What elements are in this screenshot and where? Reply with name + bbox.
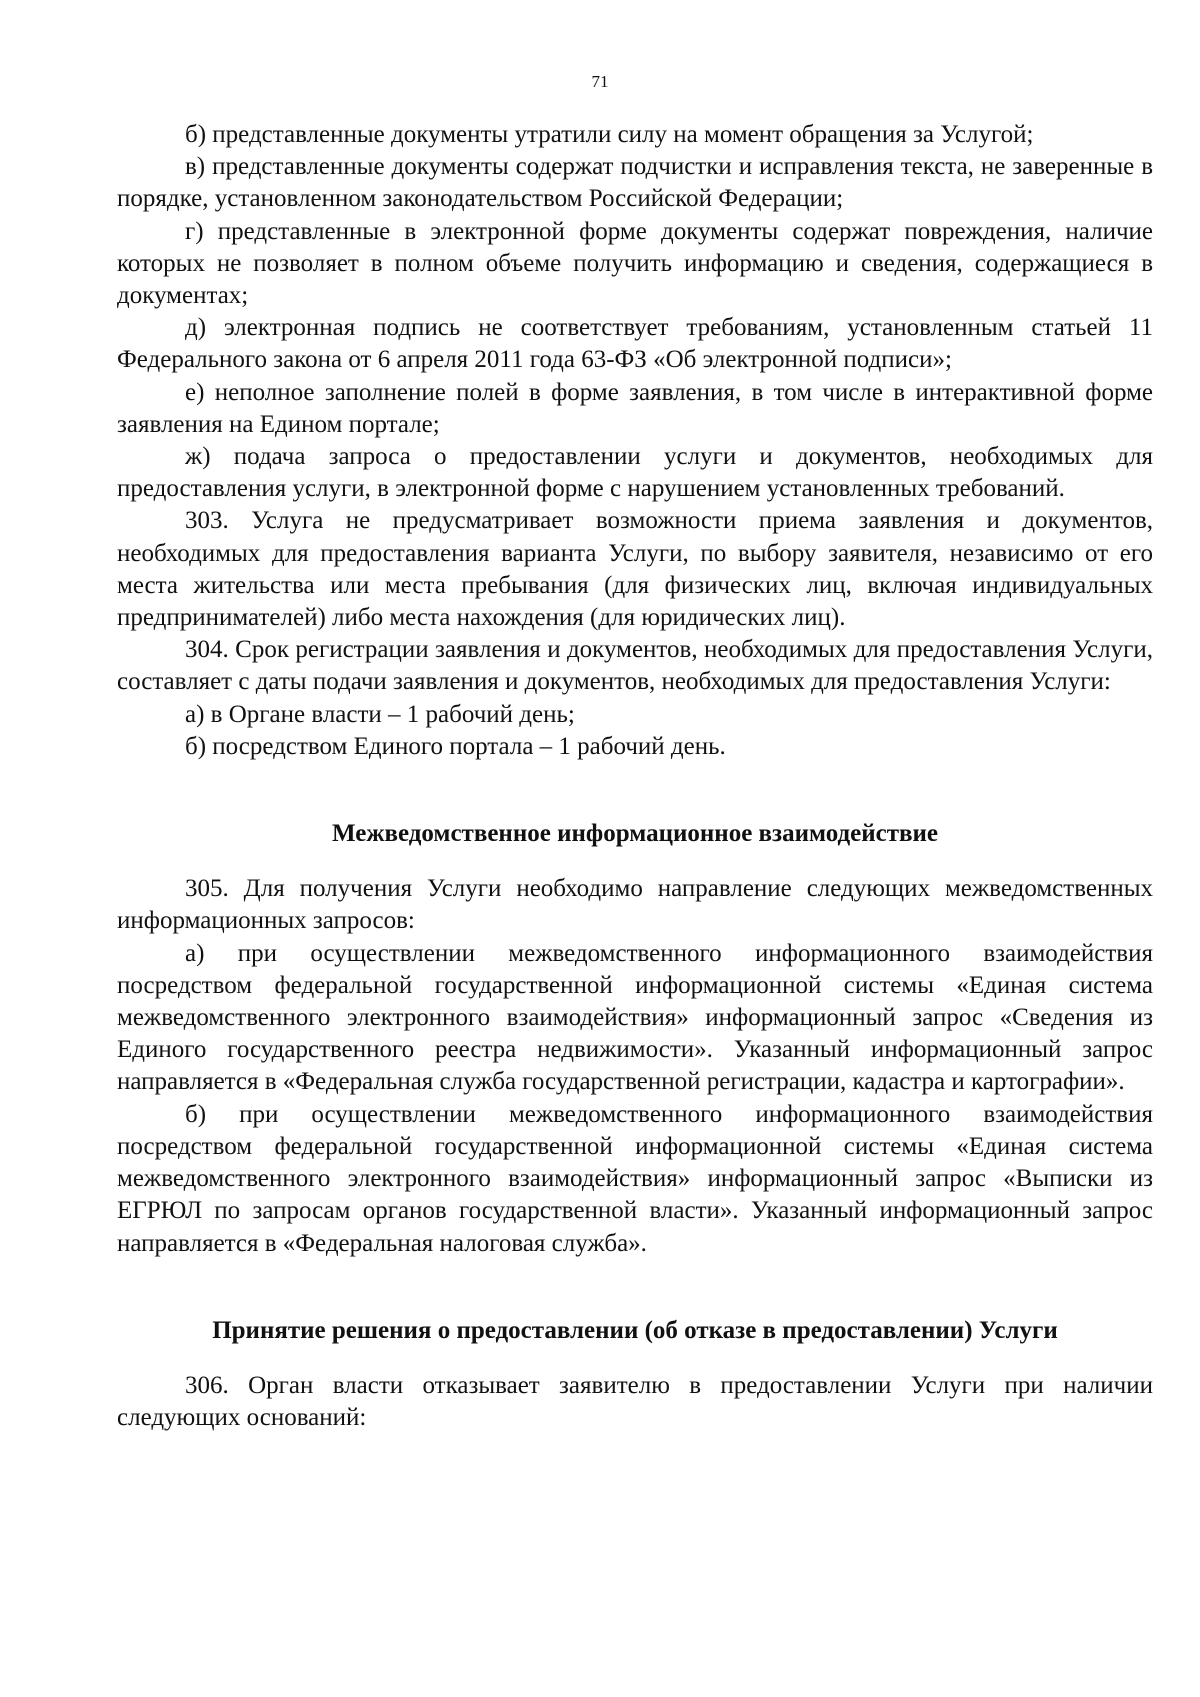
section-heading-decision: Принятие решения о предоставлении (об отказе в предоставлении) Услуги: [212, 1316, 1058, 1344]
page-number: 71: [591, 72, 609, 91]
section-heading-interagency: Межведомственное информационное взаимодействие: [332, 820, 938, 848]
paragraph-304-a: а) в Органе власти – 1 рабочий день;: [185, 700, 575, 728]
paragraph-306: 306. Орган власти отказывает заявителю в предоставлении Услуги при наличии следующих оснований:: [117, 1371, 1153, 1432]
paragraph-303: 303. Услуга не предусматривает возможности приема заявления и документов, необходимых для предоставления варианта Услуги, по выбору заявителя, независимо от его места жительства или места пребывания (для физических лиц, включая индивидуальных предпринимателей) либо места нахождения (для юридических лиц).: [117, 507, 1153, 632]
paragraph-305-a: а) при осуществлении межведомственного информационного взаимодействия посредством федеральной государственной информационной системы «Единая система межведомственного электронного взаимодействия» информационный запрос «Сведения из Единого государственного реестра недвижимости». Указанный информационный запрос направляется в «Федеральная служба государственной регистрации, кадастра и картографии».: [117, 939, 1153, 1096]
paragraph-zh-submission: ж) подача запроса о предоставлении услуги и документов, необходимых для предоставления услуги, в электронной форме с нарушением установленных требований.: [117, 443, 1153, 503]
paragraph-e-incomplete: е) неполное заполнение полей в форме заявления, в том числе в интерактивной форме заявления на Едином портале;: [117, 378, 1153, 438]
paragraph-304: 304. Срок регистрации заявления и документов, необходимых для предоставления Услуги, составляет с даты подачи заявления и документов, необходимых для предоставления Услуги:: [117, 636, 1153, 696]
paragraph-b-expired: б) представленные документы утратили силу на момент обращения за Услугой;: [185, 121, 1034, 148]
paragraph-v-corrections: в) представленные документы содержат подчистки и исправления текста, не заверенные в порядке, установленном законодательством Российской Федерации;: [117, 153, 1153, 213]
paragraph-g-damaged: г) представленные в электронной форме документы содержат повреждения, наличие которых не позволяет в полном объеме получить информацию и сведения, содержащиеся в документах;: [117, 217, 1153, 310]
paragraph-d-signature: д) электронная подпись не соответствует требованиям, установленным статьей 11 Федерального закона от 6 апреля 2011 года 63-ФЗ «Об электронной подписи»;: [117, 314, 1153, 374]
document-body: [117, 119, 1153, 1434]
paragraph-304-b: б) посредством Единого портала – 1 рабочий день.: [185, 732, 726, 760]
paragraph-305-b: б) при осуществлении межведомственного информационного взаимодействия посредством федеральной государственной информационной системы «Единая система межведомственного электронного взаимодействия» информационный запрос «Выписки из ЕГРЮЛ по запросам органов государственной власти». Указанный информационный запрос направляется в «Федеральная налоговая служба».: [117, 1100, 1153, 1257]
paragraph-305: 305. Для получения Услуги необходимо направление следующих межведомственных информационных запросов:: [117, 875, 1153, 935]
